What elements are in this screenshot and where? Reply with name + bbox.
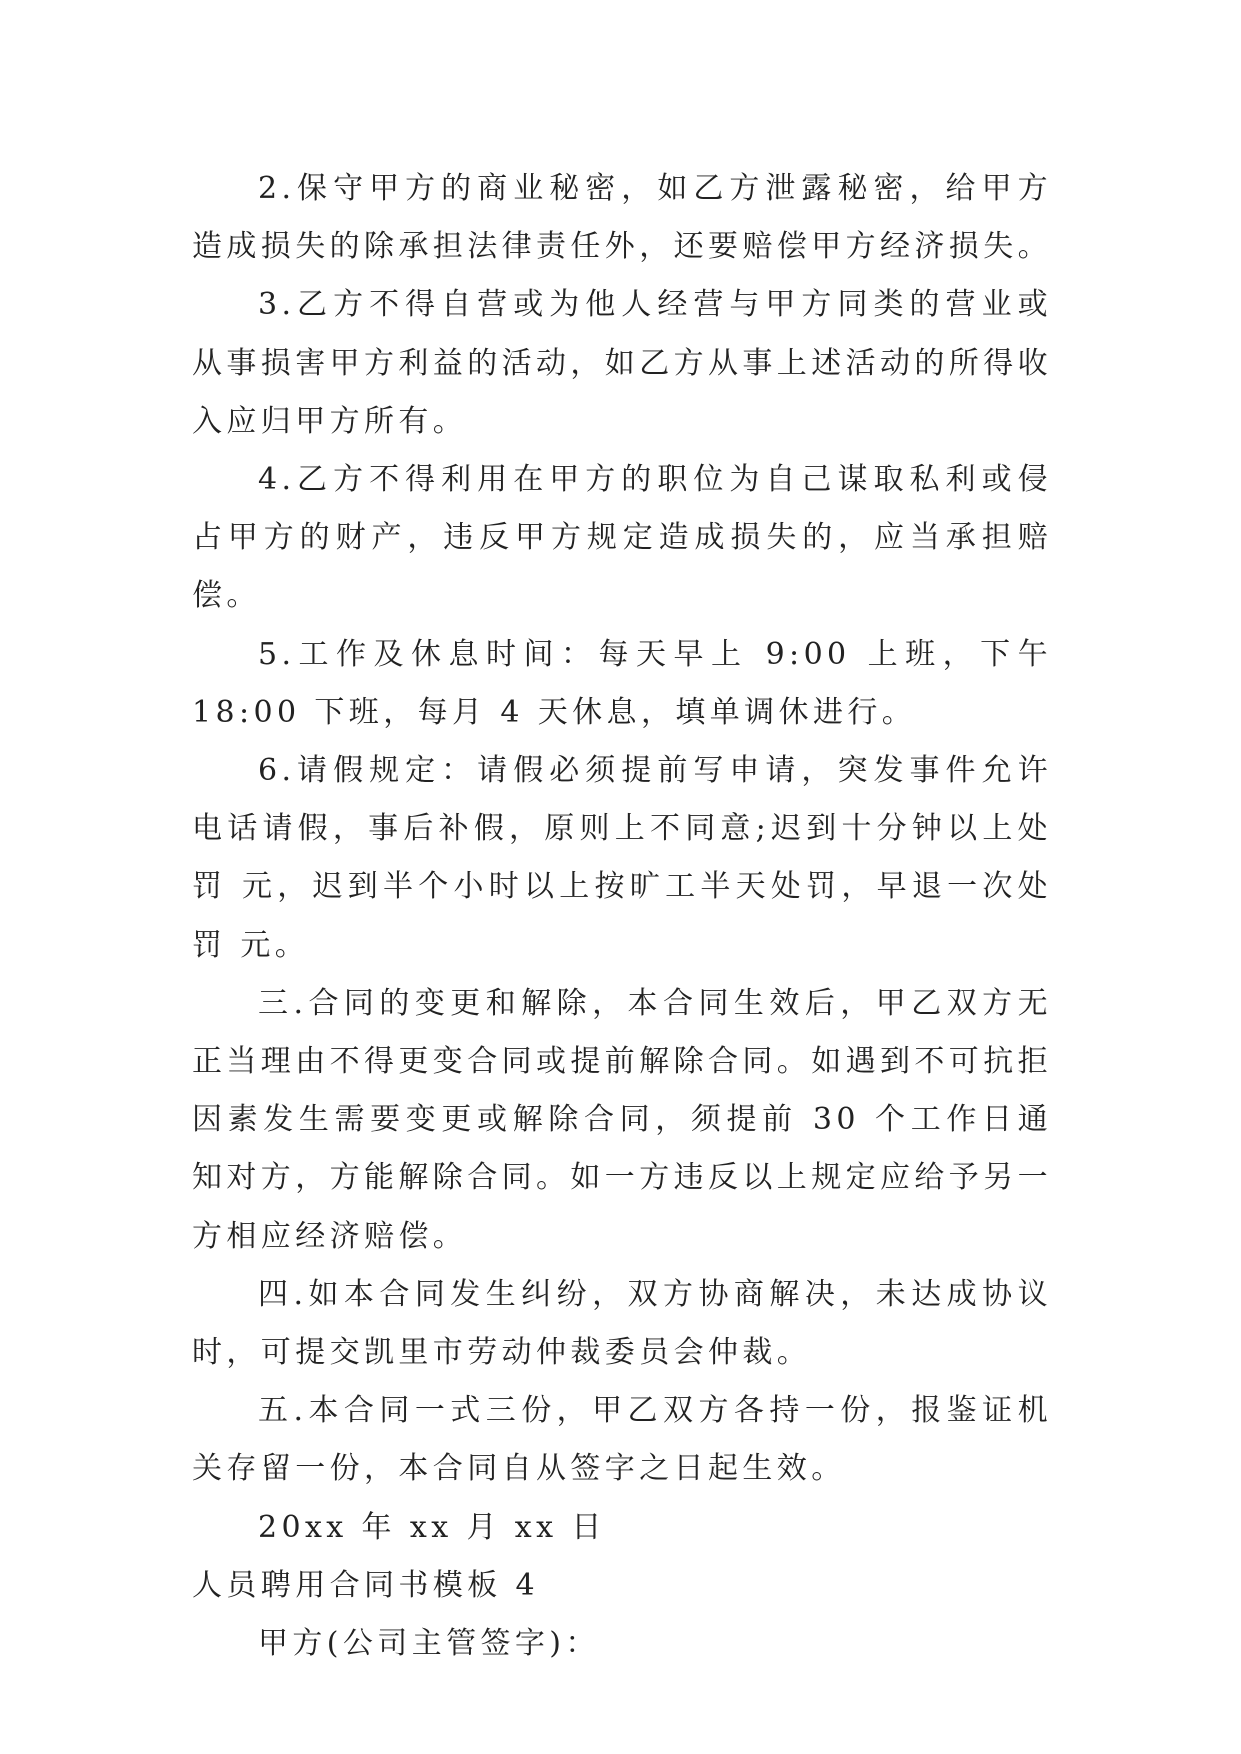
clause-non-compete: 3.乙方不得自营或为他人经营与甲方同类的营业或从事损害甲方利益的活动，如乙方从事上述活动的所得收入应归甲方所有。 [192, 287, 1052, 439]
clause-confidentiality: 2.保守甲方的商业秘密，如乙方泄露秘密，给甲方造成损失的除承担法律责任外，还要赔偿甲方经济损失。 [192, 171, 1052, 265]
party-a-signature-line: 甲方(公司主管签字)： [258, 1626, 600, 1662]
clause-no-private-gain: 4.乙方不得利用在甲方的职位为自己谋取私利或侵占甲方的财产，违反甲方规定造成损失的，应当承担赔偿。 [192, 462, 1052, 614]
clause-leave-rules: 6.请假规定：请假必须提前写申请，突发事件允许电话请假，事后补假，原则上不同意;迟到十分钟以上处罚 元，迟到半个小时以上按旷工半天处罚，早退一次处罚 元。 [192, 753, 1052, 963]
template-heading: 人员聘用合同书模板 4 [192, 1567, 540, 1603]
date-line: 20xx 年 xx 月 xx 日 [258, 1509, 606, 1545]
section-contract-change: 三.合同的变更和解除，本合同生效后，甲乙双方无正当理由不得更变合同或提前解除合同。如遇到不可抗拒因素发生需要变更或解除合同，须提前 30 个工作日通知对方，方能解除合同。如一方违反以上规定应给予另一方相应经济赔偿。 [192, 985, 1052, 1254]
section-dispute: 四.如本合同发生纠纷，双方协商解决，未达成协议时，可提交凯里市劳动仲裁委员会仲裁。 [192, 1276, 1052, 1371]
clause-working-hours: 5.工作及休息时间：每天早上 9:00 上班，下午 18:00 下班，每月 4 天休息，填单调休进行。 [192, 636, 1052, 730]
section-copies: 五.本合同一式三份，甲乙双方各持一份，报鉴证机关存留一份，本合同自从签字之日起生效。 [192, 1393, 1052, 1487]
document-body [192, 160, 1052, 1673]
